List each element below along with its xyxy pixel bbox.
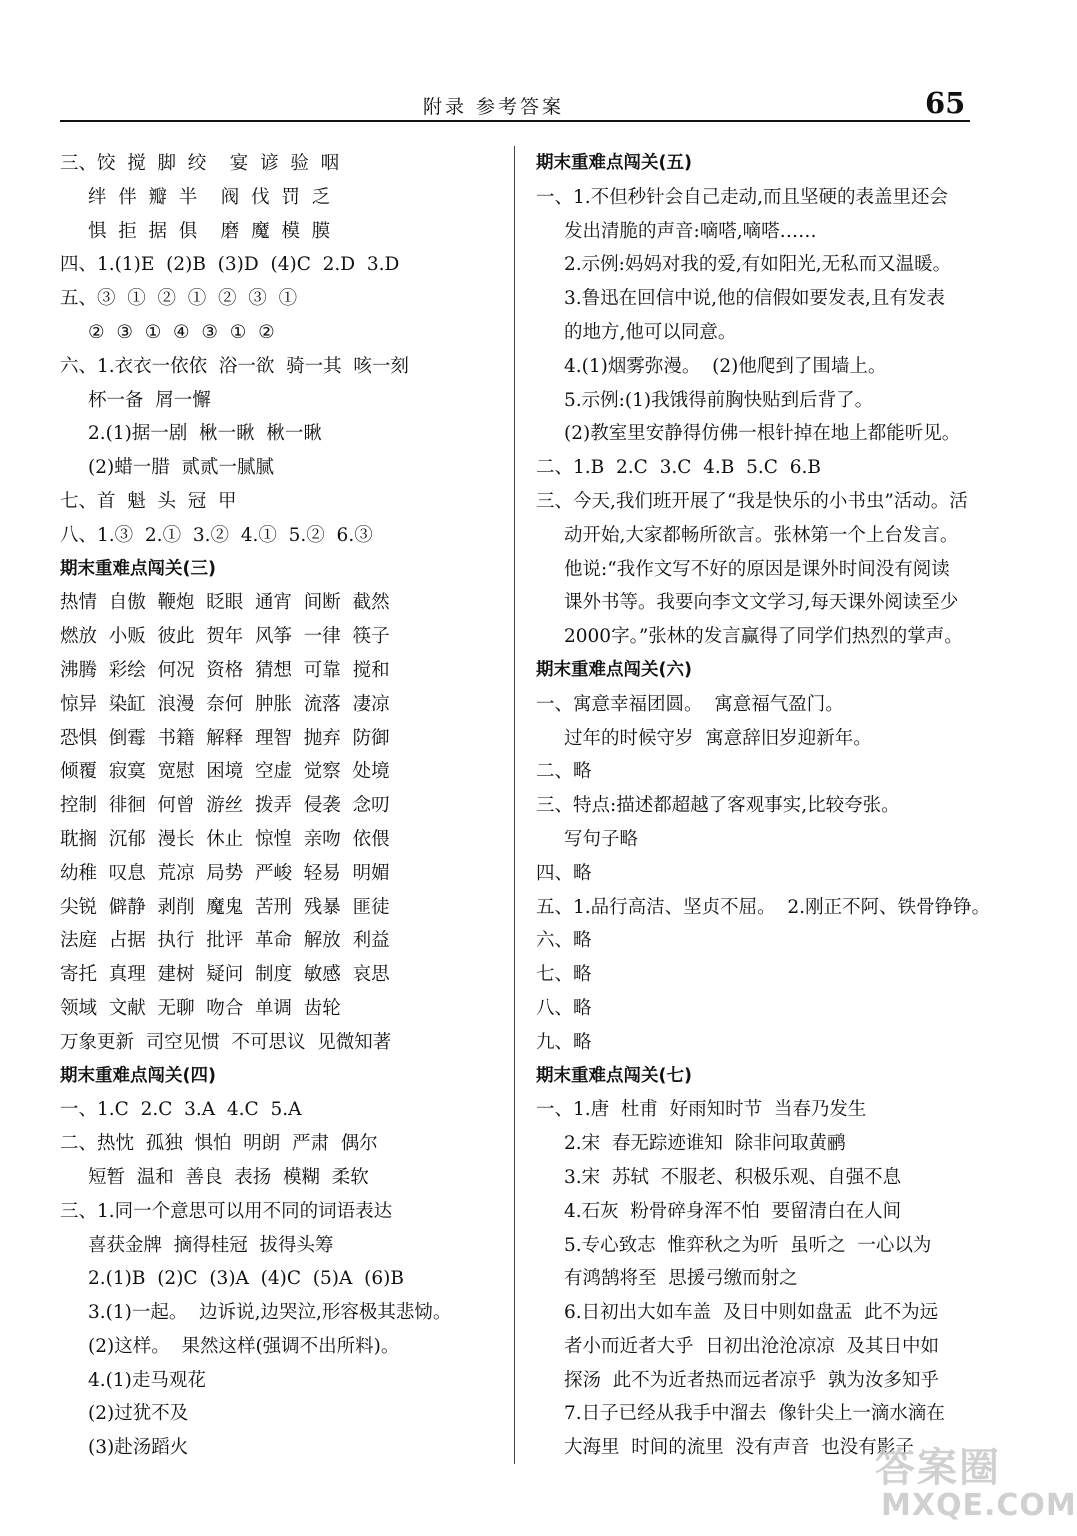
answer-line: 热情 自傲 鞭炮 眨眼 通宵 间断 截然 bbox=[60, 592, 390, 614]
answer-line: 二、略 bbox=[536, 761, 592, 783]
answer-line: 三、饺 搅 脚 绞 宴 谚 验 咽 bbox=[60, 153, 340, 174]
answer-line: ② ③ ① ④ ③ ① ② bbox=[88, 321, 275, 343]
answer-line: 四、略 bbox=[536, 862, 592, 884]
running-header: 附录 参考答案 bbox=[423, 96, 565, 118]
answer-line: 尖锐 僻静 剥削 魔鬼 苦刑 残暴 匪徒 bbox=[60, 896, 390, 918]
watermark-logo-text: 答案圈 bbox=[875, 1445, 1001, 1491]
answer-line: 绊 伴 瓣 半 阀 伐 罚 乏 bbox=[88, 186, 331, 208]
answer-line: 九、略 bbox=[536, 1031, 592, 1053]
answer-line: 沸腾 彩绘 何况 资格 猜想 可靠 搅和 bbox=[60, 659, 390, 681]
header-rule bbox=[60, 120, 970, 122]
answer-line: (2)教室里安静得仿佛一根针掉在地上都能听见。 bbox=[564, 423, 961, 445]
answer-line: 短暂 温和 善良 表扬 模糊 柔软 bbox=[88, 1166, 369, 1188]
answer-line: 3.鲁迅在回信中说,他的信假如要发表,且有发表 bbox=[564, 288, 945, 310]
answer-line: 一、1.唐 杜甫 好雨知时节 当春乃发生 bbox=[536, 1099, 867, 1121]
left-column bbox=[60, 147, 508, 1465]
answer-line: 耽搁 沉郁 漫长 休止 惊惶 亲吻 依偎 bbox=[60, 828, 390, 850]
column-divider bbox=[514, 146, 515, 1464]
right-column bbox=[536, 147, 991, 1465]
answer-line: 八、1.③ 2.① 3.② 4.① 5.② 6.③ bbox=[60, 524, 373, 546]
answer-line: 七、略 bbox=[536, 964, 592, 986]
answer-line: 领域 文献 无聊 吻合 单调 齿轮 bbox=[60, 997, 341, 1019]
answer-line: 2.宋 春无踪迹谁知 除非问取黄鹂 bbox=[564, 1133, 846, 1155]
answer-line: (2)过犹不及 bbox=[88, 1403, 189, 1425]
answer-line: 有鸿鹄将至 思援弓缴而射之 bbox=[564, 1268, 798, 1290]
answer-line: 探汤 此不为近者热而远者凉乎 孰为汝多知乎 bbox=[564, 1369, 940, 1391]
answer-line: (2)蜡一腊 贰贰一腻腻 bbox=[88, 457, 274, 479]
watermark-logo bbox=[875, 1436, 1077, 1534]
answer-line: 他说:“我作文写不好的原因是课外时间没有阅读 bbox=[564, 558, 950, 580]
answer-line: 三、今天,我们班开展了“我是快乐的小书虫”活动。活 bbox=[536, 490, 968, 512]
answer-line: 2.(1)据一剧 楸一瞅 楸一瞅 bbox=[88, 423, 322, 445]
answer-line: 5.专心致志 惟弈秋之为听 虽听之 一心以为 bbox=[564, 1234, 932, 1256]
section-heading: 期末重难点闯关(三) bbox=[60, 558, 216, 579]
answer-line: 八、略 bbox=[536, 997, 592, 1019]
answer-line: 一、1.C 2.C 3.A 4.C 5.A bbox=[60, 1099, 302, 1121]
answer-line: 法庭 占据 执行 批评 革命 解放 利益 bbox=[60, 930, 390, 952]
answer-line: 2000字。”张林的发言赢得了同学们热烈的掌声。 bbox=[564, 626, 963, 648]
answer-line: 六、1.衣衣一依依 浴一欲 骑一其 咳一刻 bbox=[60, 355, 409, 377]
answer-line: 燃放 小贩 彼此 贺年 风筝 一律 筷子 bbox=[60, 626, 390, 648]
answer-line: 六、略 bbox=[536, 930, 592, 952]
answer-line: 七、首 魁 头 冠 甲 bbox=[60, 490, 237, 512]
answer-line: 惊异 染缸 浪漫 奈何 肿胀 流落 凄凉 bbox=[60, 693, 390, 715]
answer-line: 4.(1)烟雾弥漫。 (2)他爬到了围墙上。 bbox=[564, 355, 887, 377]
answer-line: 写句子略 bbox=[564, 828, 639, 850]
answer-line: 4.(1)走马观花 bbox=[88, 1369, 206, 1391]
answer-line: 五、③ ① ② ① ② ③ ① bbox=[60, 288, 298, 310]
answer-line: 大海里 时间的流里 没有声音 也没有影子 bbox=[564, 1437, 914, 1459]
answer-line: 2.(1)B (2)C (3)A (4)C (5)A (6)B bbox=[88, 1268, 404, 1290]
answer-line: 4.石灰 粉骨碎身浑不怕 要留清白在人间 bbox=[564, 1200, 902, 1222]
answer-line: 寄托 真理 建树 疑问 制度 敏感 哀思 bbox=[60, 964, 390, 986]
answer-line: 幼稚 叹息 荒凉 局势 严峻 轻易 明媚 bbox=[60, 862, 390, 884]
section-heading: 期末重难点闯关(四) bbox=[60, 1065, 216, 1086]
answer-line: (2)这样。 果然这样(强调不出所料)。 bbox=[88, 1335, 400, 1357]
answer-line: 一、1.不但秒针会自己走动,而且坚硬的表盖里还会 bbox=[536, 186, 949, 208]
answer-line: 3.(1)一起。 边诉说,边哭泣,形容极其悲恸。 bbox=[88, 1302, 452, 1324]
answer-line: 恐惧 倒霉 书籍 解释 理智 抛弃 防御 bbox=[60, 727, 390, 749]
answer-line: 四、1.(1)E (2)B (3)D (4)C 2.D 3.D bbox=[60, 254, 400, 276]
answer-line: 二、1.B 2.C 3.C 4.B 5.C 6.B bbox=[536, 457, 821, 479]
answer-line: 者小而近者大乎 日初出沧沧凉凉 及其日中如 bbox=[564, 1335, 940, 1357]
answer-line: 杯一备 屑一懈 bbox=[88, 389, 211, 411]
section-heading: 期末重难点闯关(七) bbox=[536, 1065, 692, 1086]
section-heading: 期末重难点闯关(六) bbox=[536, 659, 692, 680]
answer-line: 惧 拒 据 俱 磨 魔 模 膜 bbox=[88, 220, 331, 242]
answer-line: 一、寓意幸福团圆。 寓意福气盈门。 bbox=[536, 693, 844, 715]
answer-line: 三、特点:描述都超越了客观事实,比较夸张。 bbox=[536, 795, 900, 817]
answer-line: 万象更新 司空见惯 不可思议 见微知著 bbox=[60, 1031, 392, 1053]
answer-line: 倾覆 寂寞 宽慰 困境 空虚 觉察 处境 bbox=[60, 761, 390, 783]
answer-line: 7.日子已经从我手中溜去 像针尖上一滴水滴在 bbox=[564, 1403, 945, 1425]
section-heading: 期末重难点闯关(五) bbox=[536, 153, 692, 173]
answer-line: 喜获金牌 摘得桂冠 拔得头筹 bbox=[88, 1234, 334, 1256]
answer-line: 3.宋 苏轼 不服老、积极乐观、自强不息 bbox=[564, 1166, 902, 1188]
answer-line: (3)赴汤蹈火 bbox=[88, 1437, 189, 1459]
answer-line: 五、1.品行高洁、坚贞不屈。 2.刚正不阿、铁骨铮铮。 bbox=[536, 896, 991, 918]
answer-line: 动开始,大家都畅所欲言。张林第一个上台发言。 bbox=[564, 524, 959, 546]
answer-line: 6.日初出大如车盖 及日中则如盘盂 此不为远 bbox=[564, 1302, 939, 1324]
answer-line: 的地方,他可以同意。 bbox=[564, 321, 737, 343]
answer-line: 控制 徘徊 何曾 游丝 拨弄 侵袭 念叨 bbox=[60, 795, 390, 817]
answer-line: 发出清脆的声音:嘀嗒,嘀嗒…… bbox=[564, 220, 817, 242]
answer-line: 课外书等。我要向李文文学习,每天课外阅读至少 bbox=[564, 592, 959, 614]
answer-line: 三、1.同一个意思可以用不同的词语表达 bbox=[60, 1200, 393, 1222]
answer-line: 过年的时候守岁 寓意辞旧岁迎新年。 bbox=[564, 727, 872, 749]
page-number: 65 bbox=[925, 86, 966, 120]
answer-line: 2.示例:妈妈对我的爱,有如阳光,无私而又温暖。 bbox=[564, 254, 952, 276]
watermark-site-text: MXQE.COM bbox=[881, 1488, 1077, 1523]
answer-line: 5.示例:(1)我饿得前胸快贴到后背了。 bbox=[564, 389, 874, 411]
answer-line: 二、热忱 孤独 惧怕 明朗 严肃 偶尔 bbox=[60, 1133, 378, 1155]
